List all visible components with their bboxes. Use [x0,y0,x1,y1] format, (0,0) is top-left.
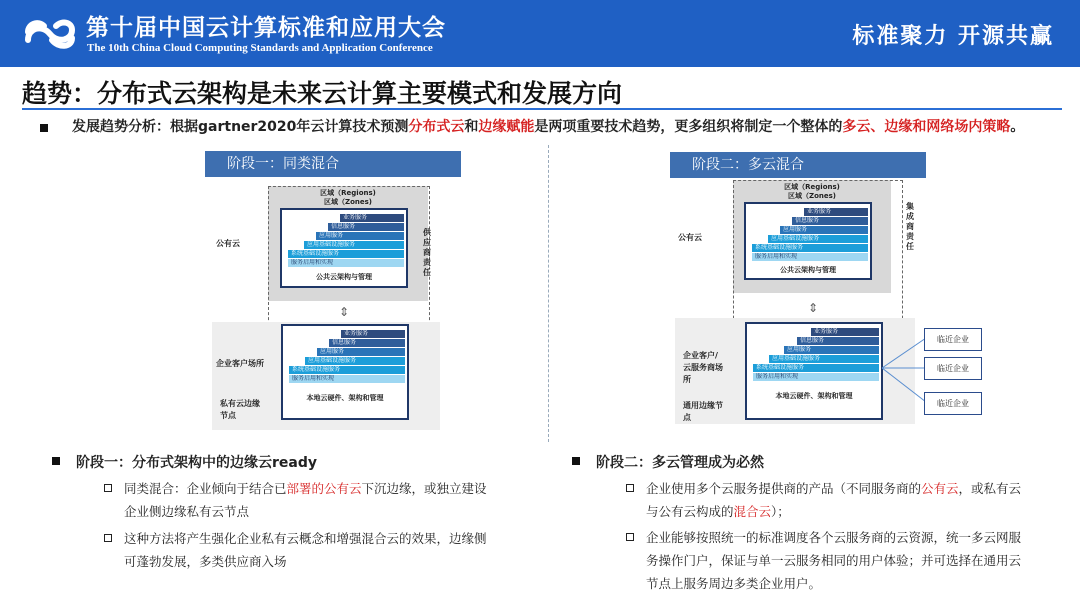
header-banner [0,0,1080,67]
service-layer-bar: 服务启用和实现 [752,253,868,261]
column-divider [548,145,549,442]
slogan: 标准聚力 开源共赢 [852,23,1054,49]
stage1-provider-label: 供应商责任 [423,228,431,277]
service-layer-bar: 服务启用和实现 [753,373,879,381]
stage1-public-cloud-label: 公有云 [216,239,240,248]
service-layer-bar: 服务启用和实现 [288,259,404,267]
service-layer-bar: 业务服务 [340,214,404,222]
service-layer-bar: 业务服务 [804,208,868,216]
service-layer-bar: 应用基础设施服务 [305,357,405,365]
stage2-heading: 阶段二：多云管理成为必然 [572,452,764,472]
service-layer-bar: 系统基础设施服务 [753,364,879,372]
page-title: 趋势：分布式云架构是未来云计算主要模式和发展方向 [22,79,623,108]
square-bullet-icon [572,457,580,465]
stage1-heading: 阶段一：分布式架构中的边缘云ready [52,452,317,472]
stage2-local-stack: 业务服务 信息服务 应用服务 应用基础设施服务 系统基础设施服务 服务启用和实现 本地云硬件、架构和管理 [745,322,883,420]
stage1-bar: 阶段一：同类混合 [205,151,461,177]
stage2-updown-arrow-icon: ⇕ [808,301,819,315]
stage2-integrator-label: 集成商责任 [906,202,914,251]
conference-name-cn: 第十届中国云计算标准和应用大会 [86,14,446,41]
service-layer-bar: 信息服务 [328,223,404,231]
stage2-public-stack: 业务服务 信息服务 应用服务 应用基础设施服务 系统基础设施服务 服务启用和实现 公共云架构与管理 [744,202,872,280]
service-layer-bar: 应用服务 [784,346,879,354]
stage1-public-stack: 业务服务 信息服务 应用服务 应用基础设施服务 系统基础设施服务 服务启用和实现 公共云架构与管理 [280,208,408,288]
square-bullet-icon [40,124,48,132]
stage1-edge-node-label: 私有云边缘节点 [220,399,260,420]
stage2-enterprise-label: 企业客户/云服务商场所 [683,351,723,384]
square-bullet-icon [52,457,60,465]
hollow-square-bullet-icon [104,534,112,542]
stage2-bar: 阶段二：多云混合 [670,152,926,178]
service-layer-bar: 应用基础设施服务 [769,355,879,363]
stage2-public-cloud-label: 公有云 [678,233,702,242]
slide: 第十届中国云计算标准和应用大会 The 10th China Cloud Computing Standards and Application Conference 标准聚力 开源共赢 趋势：分布式云架构是未来云计算主要模式和发展方向 发展趋势分析：根据gartner2020年云计算技术预测分布式云和边缘赋能是两项重要技术趋势，更多组织将制定一个整体的多云、边缘和网络场内策略。 阶段一：同类混合 公有云 区域（Regions) 区域（Zones) 业务服务 信息服务 应用服务 应用基础设施服务 系统基础设施服务 服务启用和实现 公共云架构与管理 供应商责任 ⇕ 企业客户场所 私有云边缘节点 业务服务 信息服务 应用服务 应用基础设施服务 系统基础设施服务 服务启用和实现 本地云硬件、架构和管理 阶段二：多云混合 公有云 区域（Regions) 区域（Zones) 业务服务 信息服务 应用服务 应用基础设施服务 系统基础设施服务 服务启用和实现 公共云架构与管理 集成商责任 ⇕ 企业客户/云服务商场所 通用边缘节点 业务服务 信息服务 应用服务 应用基础设施服务 系统基础设施服务 服务启用和实现 本地云硬件、架构和管理 临近企业 临近企业 临近企业 阶段一：分布式架构中的边缘云ready 同类混合：企业倾向于结合已部署的公有云下沉边缘，或独立建设 企业侧边缘私有云节点 这种方法将产生强化企业私有云概念和增强混合云的效果，边缘侧 可蓬勃发展，多类供应商入场 阶段二：多云管理成为必然 企业使用多个云服务提供商的产品（不同服务商的公有云，或私有云 与公有云构成的混合云）； 企业能够按照统一的标准调度各个云服务商的云资源，统一多云网服 务操作门户，保证与单一云服务相同的用户体验；并可选择在通用云 节点上服务周边多类企业用户。 [0,0,1080,608]
conference-name-en: The 10th China Cloud Computing Standards and Application Conference [87,42,433,54]
stage2-connector-lines [880,330,930,410]
stage2-edge-node-label: 通用边缘节点 [683,401,723,422]
nearby-enterprise-box-2: 临近企业 [924,357,982,380]
nearby-enterprise-box-1: 临近企业 [924,328,982,351]
service-layer-bar: 应用基础设施服务 [768,235,868,243]
hollow-square-bullet-icon [626,533,634,541]
service-layer-bar: 应用服务 [316,232,404,240]
service-layer-bar: 信息服务 [797,337,879,345]
service-layer-bar: 应用基础设施服务 [304,241,404,249]
service-layer-bar: 信息服务 [792,217,868,225]
stage1-updown-arrow-icon: ⇕ [339,305,350,319]
trend-analysis-text: 发展趋势分析：根据gartner2020年云计算技术预测分布式云和边缘赋能是两项重要技术趋势，更多组织将制定一个整体的多云、边缘和网络场内策略。 [72,119,1025,135]
stage1-enterprise-label: 企业客户场所 [216,359,264,368]
nearby-enterprise-box-3: 临近企业 [924,392,982,415]
service-layer-bar: 系统基础设施服务 [752,244,868,252]
cloud-logo-icon [22,14,78,54]
service-layer-bar: 业务服务 [811,328,879,336]
stage1-public-region: 区域（Regions) 区域（Zones) 业务服务 信息服务 应用服务 应用基础设施服务 系统基础设施服务 服务启用和实现 公共云架构与管理 [268,186,428,301]
service-layer-bar: 系统基础设施服务 [288,250,404,258]
service-layer-bar: 应用服务 [317,348,405,356]
service-layer-bar: 系统基础设施服务 [289,366,405,374]
stage1-local-stack: 业务服务 信息服务 应用服务 应用基础设施服务 系统基础设施服务 服务启用和实现 本地云硬件、架构和管理 [281,324,409,420]
service-layer-bar: 信息服务 [329,339,405,347]
hollow-square-bullet-icon [626,484,634,492]
stage2-public-region: 区域（Regions) 区域（Zones) 业务服务 信息服务 应用服务 应用基础设施服务 系统基础设施服务 服务启用和实现 公共云架构与管理 [733,180,891,293]
service-layer-bar: 应用服务 [780,226,868,234]
hollow-square-bullet-icon [104,484,112,492]
title-underline [22,108,1062,110]
service-layer-bar: 业务服务 [341,330,405,338]
service-layer-bar: 服务启用和实现 [289,375,405,383]
